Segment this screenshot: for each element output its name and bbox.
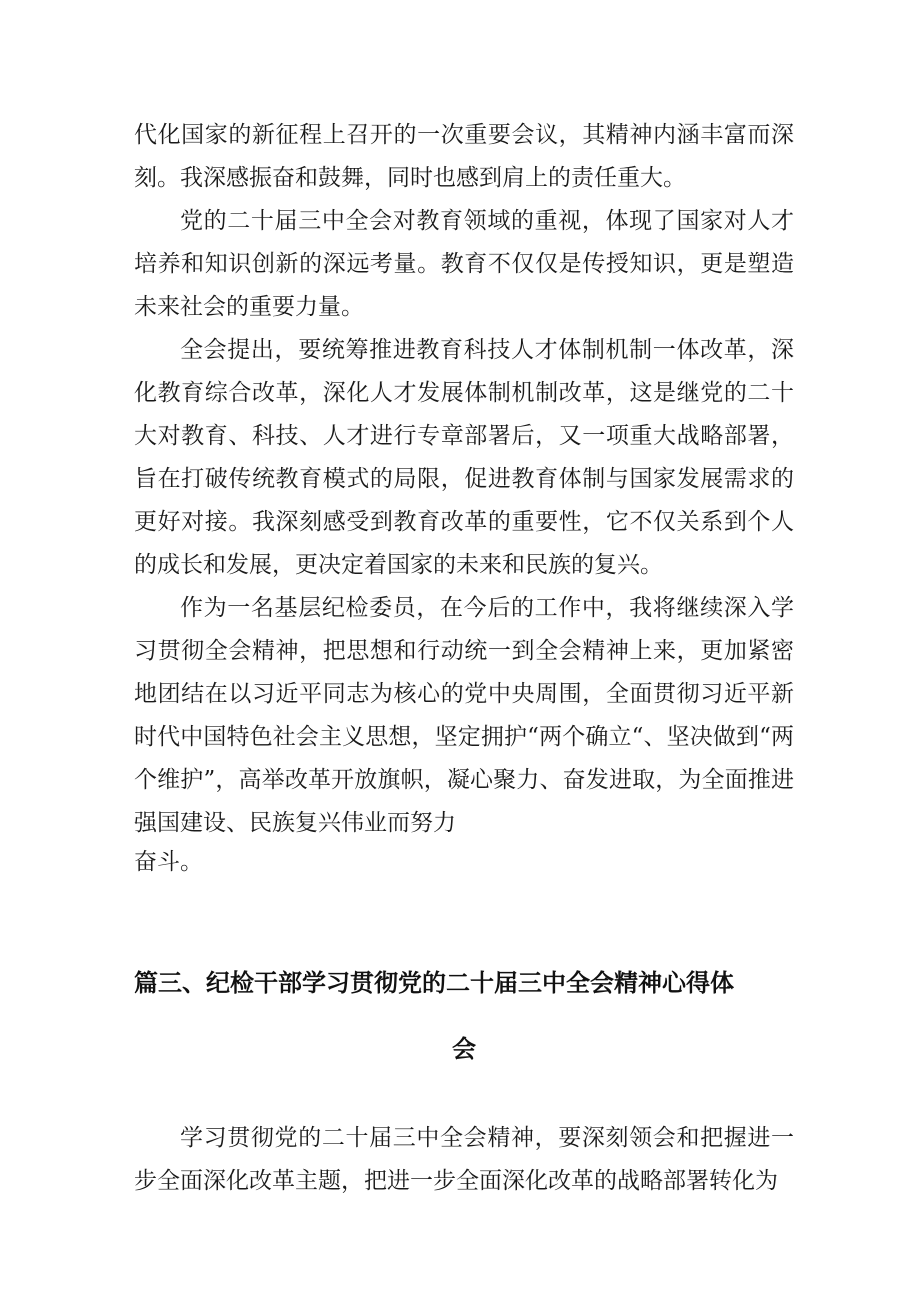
section-heading-line-1: 篇三、纪检干部学习贯彻党的二十届三中全会精神心得体 bbox=[134, 969, 734, 997]
paragraph-2: 党的二十届三中全会对教育领域的重视，体现了国家对人才培养和知识创新的深远考量。教育不仅仅是传授知识，更是塑造未来社会的重要力量。 bbox=[134, 208, 794, 320]
paragraph-1: 代化国家的新征程上召开的一次重要会议，其精神内涵丰富而深刻。我深感振奋和鼓舞，同时也感到肩上的责任重大。 bbox=[134, 122, 794, 191]
section-heading bbox=[134, 950, 794, 1082]
paragraph-3: 全会提出，要统筹推进教育科技人才体制机制一体改革，深化教育综合改革，深化人才发展体制机制改革，这是继党的二十大对教育、科技、人才进行专章部署后，又一项重大战略部署，旨在打破传统教育模式的局限，促进教育体制与国家发展需求的更好对接。我深刻感受到教育改革的重要性，它不仅关系到个人的成长和发展，更决定着国家的未来和民族的复兴。 bbox=[134, 337, 794, 578]
paragraph-6: 学习贯彻党的二十届三中全会精神，要深刻领会和把握进一步全面深化改革主题，把进一步全面深化改革的战略部署转化为 bbox=[134, 1125, 794, 1194]
body-text-continuation bbox=[134, 841, 794, 884]
body-text-top bbox=[134, 114, 794, 845]
section-heading-line-2: 会 bbox=[452, 1035, 476, 1063]
paragraph-4: 作为一名基层纪检委员，在今后的工作中，我将继续深入学习贯彻全会精神，把思想和行动统一到全会精神上来，更加紧密地团结在以习近平同志为核心的党中央周围，全面贯彻习近平新时代中国特色社会主义思想，坚定拥护“两个确立“、坚决做到“两个维护”，高举改革开放旗帜，凝心聚力、奋发进取，为全面推进强国建设、民族复兴伟业而努力 bbox=[134, 595, 794, 836]
body-text-bottom bbox=[134, 1117, 794, 1203]
paragraph-5: 奋斗。 bbox=[134, 849, 203, 875]
